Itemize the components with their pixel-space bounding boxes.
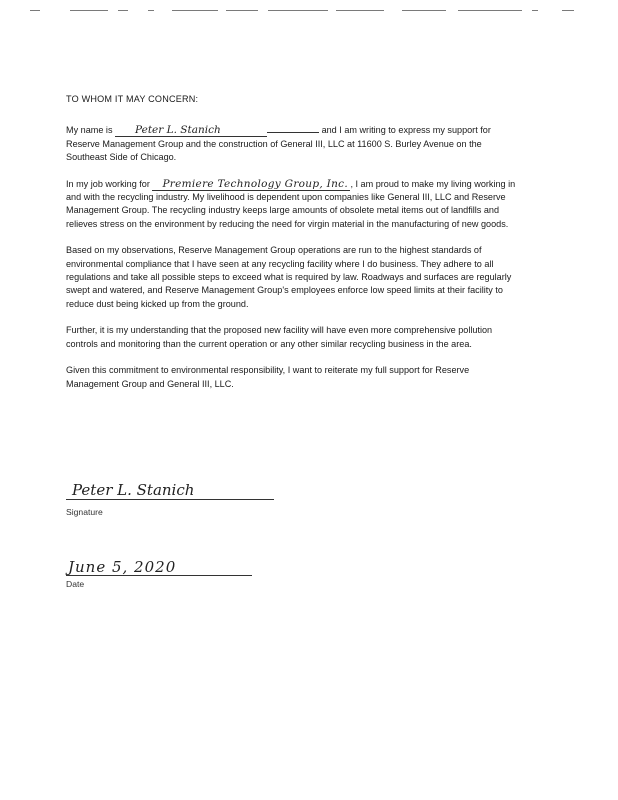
scan-header-artifact [30, 6, 590, 18]
signature-line [66, 499, 274, 500]
paragraph-closing: Given this commitment to environmental responsibility, I want to reiterate my full support for Reserve Management Group and General III, LLC. [66, 365, 470, 389]
intro-suffix: and I am writing to express my support for Reserve Management Group and the construction of General III, LLC at 11600 S. Burley Avenue on the Southeast Side of Chicago. [66, 125, 491, 163]
date-label: Date [66, 579, 85, 589]
paragraph-further: Further, it is my understanding that the proposed new facility will have even more comprehensive pollution controls and monitoring than the current operation or any other similar recycling business in the area. [66, 325, 493, 349]
salutation: TO WHOM IT MAY CONCERN: [66, 94, 199, 104]
handwritten-signature: Peter L. Stanich [72, 481, 195, 499]
date-block [66, 557, 276, 597]
handwritten-company: Premiere Technology Group, Inc. [152, 179, 350, 191]
handwritten-date: June 5, 2020 [68, 558, 177, 576]
letter-body [66, 93, 524, 404]
date-line [66, 575, 252, 576]
employment-prefix: In my job working for [66, 178, 150, 189]
intro-prefix: My name is [66, 125, 113, 136]
employment-suffix: , I am proud to make my living working in and with the recycling industry. My livelihood is dependent upon companies like General III, LLC and Reserve Management Group. The recycling industry keeps large amounts of obsolete metal items out of landfills and relieves stress on the environment by reducing the need for virgin material in the manufacturing of new goods. [66, 178, 516, 229]
signature-label: Signature [66, 507, 103, 517]
handwritten-name: Peter L. Stanich [115, 125, 267, 137]
name-blank-line [267, 123, 319, 133]
paragraph-employment [66, 178, 524, 232]
signature-block [66, 478, 276, 528]
paragraph-intro [66, 123, 524, 164]
paragraph-observations: Based on my observations, Reserve Management Group operations are run to the highest standards of environmental compliance that I have seen at any recycling facility where I do business. They adhere to all regulations and take all possible steps to exceed what is required by law. Roadways and surfaces are regularly swept and watered, and Reserve Management Group's employees enforce low speed limits at their facility to reduce dust being kicked up from the ground. [66, 245, 512, 309]
